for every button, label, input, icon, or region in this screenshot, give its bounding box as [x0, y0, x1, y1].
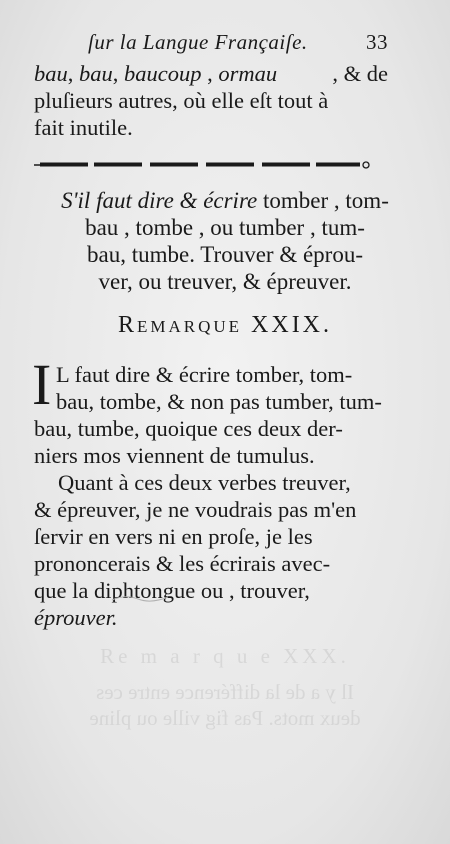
paragraph-line: pluſieurs autres, où elle eſt tout à [34, 88, 329, 113]
body-line: que la diphtongue ou , trouver, [34, 578, 310, 603]
section-title-line: bau, tumbe. Trouver & éprou- [87, 242, 363, 267]
bleed-through-line: deux mots. Pas fig ville ou pline [89, 706, 361, 730]
section-title-line: bau , tombe , ou tumber , tum- [85, 215, 365, 240]
bleed-through-line: Il y a de la différence entre ces [96, 680, 354, 704]
title-roman: tomber , tom- [257, 188, 389, 213]
body-line: niers mos viennent de tumulus. [34, 443, 315, 468]
punct: , [112, 61, 124, 86]
body-line: bau, tombe, & non pas tumber, tum- [56, 389, 382, 414]
running-header [88, 30, 388, 55]
section-title-line [0, 188, 450, 214]
body-line: & épreuver, je ne voudrais pas m'en [34, 497, 357, 522]
body-line: prononcerais & les écrirais avec- [34, 551, 331, 576]
running-title: ſur la Langue Françaiſe. [88, 30, 308, 54]
page-number: 33 [366, 30, 388, 54]
remarque-heading: Remarque XXIX. [117, 312, 333, 338]
paragraph-line [34, 60, 388, 87]
word-italic: bau [79, 61, 113, 86]
body-line: L faut dire & écrire tomber, tom- [56, 362, 353, 387]
word-italic: baucoup [124, 61, 202, 86]
paragraph-line: fait inutile. [34, 115, 133, 140]
word-italic: bau [34, 61, 68, 86]
body-line: ſervir en vers ni en proſe, je les [34, 524, 313, 549]
body-line: éprouver. [34, 605, 118, 630]
text-run: , & de [332, 61, 388, 86]
drop-cap: I [32, 352, 52, 417]
punct: , [201, 61, 219, 86]
title-italic: S'il faut dire & écrire [61, 188, 258, 213]
ink-smudge [110, 592, 170, 604]
body-line: Quant à ces deux verbes treuver, [58, 470, 351, 495]
ornamental-rule [34, 158, 372, 172]
section-title-line: ver, ou treuver, & épreuver. [98, 269, 352, 294]
punct: , [67, 61, 79, 86]
body-line: bau, tumbe, quoique ces deux der- [34, 416, 343, 441]
bleed-through-heading: Re m a r q u e XXX. [100, 644, 350, 668]
word-italic: ormau [218, 61, 278, 86]
